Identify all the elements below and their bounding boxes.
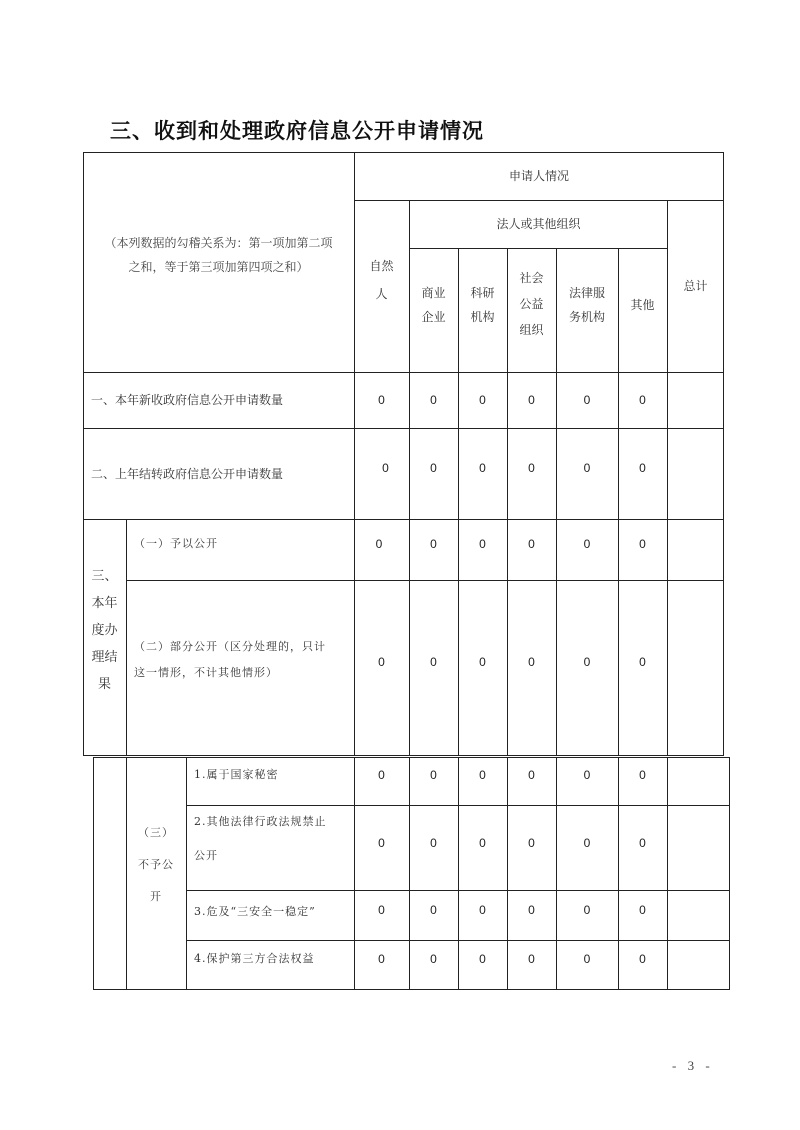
row2-label: 二、上年结转政府信息公开申请数量 [91, 466, 284, 481]
row3c3-social: 0 [528, 903, 535, 917]
header-legal-service: 法律服 务机构 [568, 286, 605, 324]
header-applicant: 申请人情况 [508, 169, 569, 183]
row3c1-natural: 0 [378, 768, 385, 782]
row1-research: 0 [479, 393, 486, 407]
row2-business: 0 [430, 461, 437, 475]
header-research: 科研 机构 [470, 286, 495, 324]
row3c2-research: 0 [479, 835, 486, 850]
row3c3-label: 3.危及“三安全一稳定” [194, 905, 316, 918]
row3b-legal: 0 [583, 655, 591, 669]
row3c4-business: 0 [430, 952, 437, 966]
section-title: 三、收到和处理政府信息公开申请情况 [110, 119, 484, 143]
row2-legal: 0 [583, 461, 591, 475]
page-number: - 3 - [672, 1058, 714, 1073]
row1-social: 0 [528, 393, 535, 407]
header-social: 社会 公益 组织 [519, 271, 544, 337]
row3c2-legal: 0 [583, 835, 591, 850]
row2-other: 0 [639, 461, 646, 475]
section3-label: 三、 本年 度办 理结 果 [91, 568, 118, 692]
row3c3-other: 0 [639, 903, 646, 917]
row3c1-social: 0 [528, 768, 535, 782]
row3c4-natural: 0 [378, 952, 385, 966]
row1-business: 0 [430, 393, 437, 407]
header-note-line-2: 之和，等于第三项加第四项之和） [128, 260, 309, 274]
row3a-other: 0 [639, 537, 646, 551]
row3a-research: 0 [479, 537, 486, 551]
row3c1-other: 0 [639, 768, 646, 782]
row3c3-legal: 0 [583, 903, 591, 917]
row3a-legal: 0 [583, 537, 591, 551]
row3c3-business: 0 [430, 903, 437, 917]
row3c2-social: 0 [528, 835, 535, 850]
header-note-line-1: （本列数据的勾稽关系为：第一项加第二项 [104, 236, 333, 250]
row3c-label: （三） 不予公 开 [138, 826, 174, 903]
row3b-social: 0 [528, 655, 535, 669]
row3c3-natural: 0 [378, 903, 385, 917]
row3a-business: 0 [430, 537, 437, 551]
row3b-natural: 0 [378, 655, 385, 669]
row3c4-label: 4.保护第三方合法权益 [194, 952, 315, 965]
header-legal-group: 法人或其他组织 [496, 217, 581, 231]
header-natural-person: 自然 人 [369, 259, 394, 301]
row3c4-legal: 0 [583, 952, 591, 966]
row1-natural: 0 [378, 393, 385, 407]
row3c1-business: 0 [430, 768, 437, 782]
row3c4-other: 0 [639, 952, 646, 966]
row3b-business: 0 [430, 655, 437, 669]
row3c2-other: 0 [639, 835, 646, 850]
row2-natural: 0 [382, 461, 389, 475]
row2-research: 0 [479, 461, 486, 475]
header-business: 商业 企业 [421, 286, 446, 324]
row3b-label: （二）部分公开（区分处理的，只计 这一情形，不计其他情形） [134, 640, 326, 679]
row2-social: 0 [528, 461, 535, 475]
row3a-natural: 0 [375, 537, 383, 551]
header-other: 其他 [630, 298, 655, 312]
row3b-other: 0 [639, 655, 646, 669]
row3c1-legal: 0 [583, 768, 591, 782]
row3a-social: 0 [528, 537, 535, 551]
row3a-label: （一）予以公开 [134, 537, 218, 550]
row3c1-label: 1.属于国家秘密 [194, 768, 279, 781]
header-total: 总计 [683, 279, 708, 293]
row3c4-research: 0 [479, 952, 486, 966]
header-note [83, 200, 354, 310]
row3c3-research: 0 [479, 903, 486, 917]
row3c2-label: 2.其他法律行政法规禁止 公开 [194, 815, 327, 862]
row1-legal: 0 [583, 393, 591, 407]
row3b-research: 0 [479, 655, 486, 669]
row3c4-social: 0 [528, 952, 535, 966]
row1-label: 一、本年新收政府信息公开申请数量 [91, 393, 284, 407]
row3c2-business: 0 [430, 835, 437, 850]
row1-other: 0 [639, 393, 646, 407]
row3c2-natural: 0 [378, 835, 385, 850]
row3c1-research: 0 [479, 768, 486, 782]
